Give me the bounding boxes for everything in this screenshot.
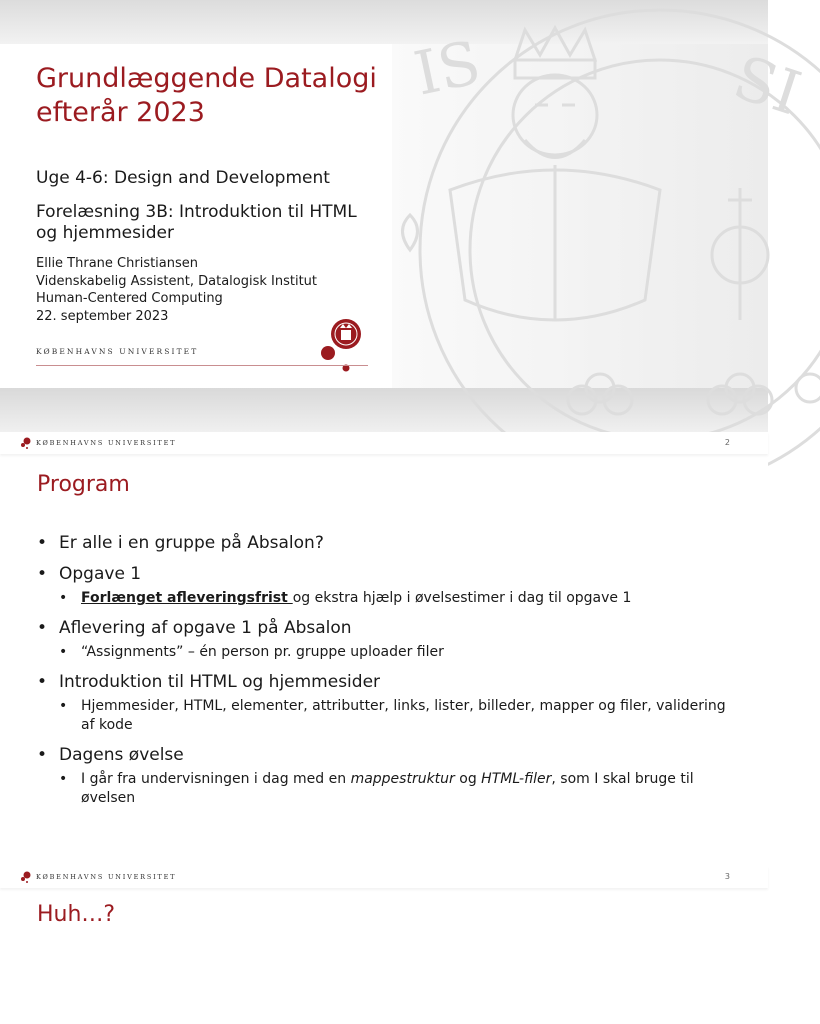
author-role: Videnskabelig Assistent, Datalogisk Institut (36, 273, 318, 289)
agenda-subitem-text: I går fra undervisningen i dag med en (81, 771, 351, 787)
svg-text:SI: SI (725, 42, 809, 130)
page-number: 2 (724, 438, 730, 447)
agenda-subitem-text: og ekstra hjælp i øvelsestimer i dag til opgave 1 (292, 590, 632, 606)
lecture-line-2: og hjemmesider (36, 223, 174, 243)
lecture-subtitle (36, 202, 386, 244)
agenda-sublist (59, 643, 737, 662)
title-line-1: Grundlæggende Datalogi (36, 63, 377, 94)
agenda-subitem (59, 643, 737, 662)
extended-deadline-text: Forlænget afleveringsfrist (81, 590, 293, 606)
header-wordmark: KØBENHAVNS UNIVERSITET (36, 873, 177, 881)
agenda-item-label: Opgave 1 (59, 564, 142, 584)
agenda-subitem (59, 589, 737, 608)
agenda-sublist (59, 697, 737, 735)
title-card (0, 44, 392, 388)
presentation-date: 22. september 2023 (36, 308, 169, 324)
title-line-2: efterår 2023 (36, 97, 205, 128)
title-divider (36, 365, 368, 366)
header-wordmark: KØBENHAVNS UNIVERSITET (36, 439, 177, 447)
agenda-list (37, 532, 737, 817)
agenda-item-label: Dagens øvelse (59, 745, 184, 765)
slide-title: Program (37, 472, 130, 497)
agenda-item-label: Aflevering af opgave 1 på Absalon (59, 618, 352, 638)
slide-header (0, 866, 768, 888)
week-subtitle: Uge 4-6: Design and Development (36, 168, 330, 188)
agenda-subitem (59, 697, 737, 735)
slide-header (0, 432, 768, 454)
agenda-subitem-text: “Assignments” – én person pr. gruppe uploader filer (81, 644, 444, 660)
ku-mini-logo-icon (20, 871, 32, 883)
folder-structure-term: mappestruktur (350, 771, 455, 787)
program-slide (0, 432, 768, 862)
agenda-subitem (59, 770, 737, 808)
agenda-item-label: Er alle i en gruppe på Absalon? (59, 533, 324, 553)
huh-slide (0, 862, 768, 1024)
university-wordmark: KØBENHAVNS UNIVERSITET (36, 347, 199, 356)
agenda-sublist (59, 589, 737, 608)
presentation-title (36, 62, 386, 130)
page-number: 3 (724, 872, 730, 881)
ku-mini-logo-icon (20, 437, 32, 449)
agenda-item (37, 744, 737, 808)
html-files-term: HTML-filer (481, 771, 552, 787)
agenda-item (37, 617, 737, 662)
slide-title: Huh…? (37, 902, 116, 927)
agenda-item (37, 671, 737, 735)
agenda-item (37, 532, 737, 554)
author-name: Ellie Thrane Christiansen (36, 256, 199, 271)
author-group: Human-Centered Computing (36, 291, 223, 306)
agenda-item (37, 563, 737, 608)
title-slide (0, 0, 809, 432)
agenda-subitem-text: og (454, 771, 482, 787)
agenda-item-label: Introduktion til HTML og hjemmesider (59, 672, 381, 692)
agenda-sublist (59, 770, 737, 808)
agenda-subitem-text: , som I skal bruge til øvelsen (81, 771, 694, 806)
svg-text:IS: IS (408, 27, 487, 110)
agenda-subitem-text: Hjemmesider, HTML, elementer, attributter, links, lister, billeder, mapper og filer, validering af kode (81, 698, 726, 733)
lecture-line-1: Forelæsning 3B: Introduktion til HTML (36, 202, 357, 222)
